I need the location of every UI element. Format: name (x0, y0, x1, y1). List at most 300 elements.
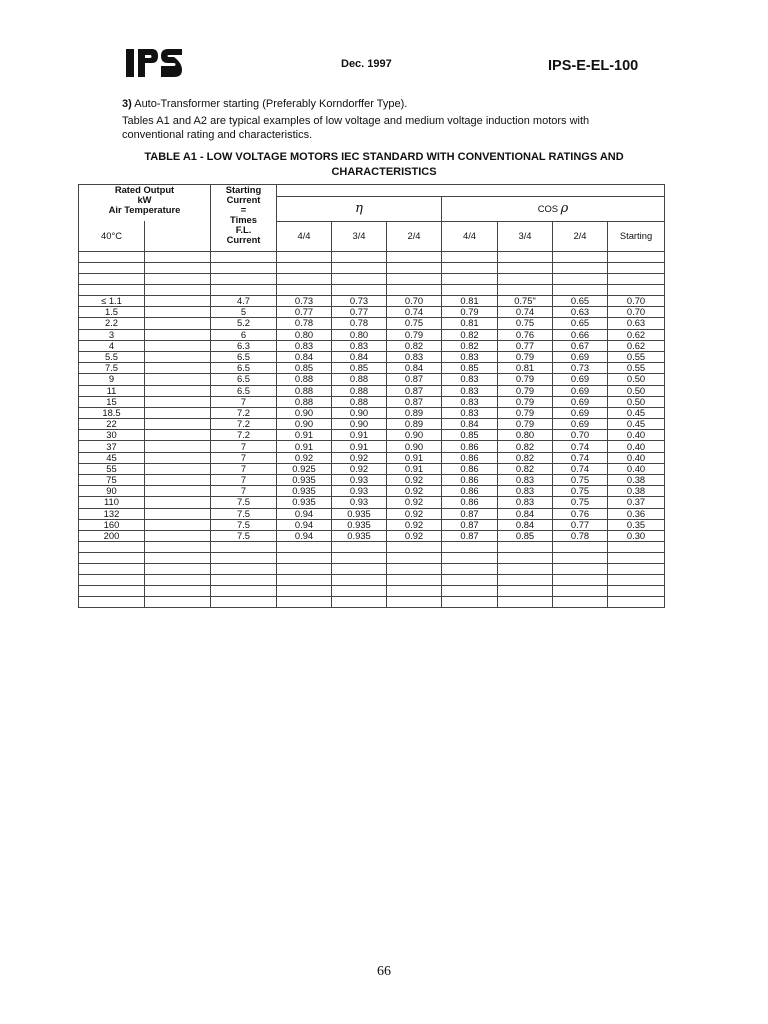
table-cell: 0.83 (442, 385, 498, 396)
rated-output-cell: 132 (79, 508, 145, 519)
table-cell: 0.86 (442, 497, 498, 508)
table-cell: 0.55 (608, 363, 665, 374)
empty-cell (145, 374, 211, 385)
rated-output-cell: 2.2 (79, 318, 145, 329)
table-row (79, 329, 665, 340)
table-cell: 0.79 (498, 351, 553, 362)
table-cell: 7 (211, 463, 277, 474)
table-body (79, 296, 665, 542)
table-cell: 0.82 (498, 441, 553, 452)
table-cell: 0.37 (608, 497, 665, 508)
table-cell: 0.88 (277, 385, 332, 396)
empty-cell (387, 564, 442, 575)
table-cell: 0.88 (277, 374, 332, 385)
page-number: 66 (377, 964, 391, 979)
empty-cell (79, 564, 145, 575)
table-cell: 0.79 (498, 396, 553, 407)
blank-rows-top (79, 252, 665, 296)
item-paragraph (122, 98, 650, 112)
table-row (79, 497, 665, 508)
table-cell: 0.86 (442, 463, 498, 474)
table-cell: 0.74 (553, 441, 608, 452)
empty-cell (145, 486, 211, 497)
table-header (79, 185, 665, 252)
table-row (79, 519, 665, 530)
table-cell: 0.91 (332, 441, 387, 452)
table-cell: 6.5 (211, 363, 277, 374)
empty-cell (145, 441, 211, 452)
empty-cell (553, 285, 608, 296)
table-cell: 0.82 (442, 340, 498, 351)
table-cell: 0.91 (332, 430, 387, 441)
table-cell: 7.2 (211, 419, 277, 430)
rated-output-cell: 5.5 (79, 351, 145, 362)
eff-col-header: 2/4 (387, 221, 442, 252)
table-cell: 0.76 (553, 508, 608, 519)
empty-cell (553, 542, 608, 553)
empty-cell (145, 385, 211, 396)
table-cell: 0.87 (387, 385, 442, 396)
table-cell: 0.85 (442, 363, 498, 374)
eff-col-header: 4/4 (277, 221, 332, 252)
table-cell: 0.935 (332, 508, 387, 519)
air-temperature-cell: 40°C (79, 221, 145, 252)
empty-cell (608, 274, 665, 285)
empty-row (79, 597, 665, 608)
empty-cell (145, 586, 211, 597)
table-cell: 0.79 (387, 329, 442, 340)
empty-cell (498, 597, 553, 608)
table-cell: 0.92 (387, 486, 442, 497)
empty-cell (145, 363, 211, 374)
table-cell: 0.40 (608, 452, 665, 463)
empty-cell (211, 542, 277, 553)
empty-cell (608, 553, 665, 564)
table-cell: 0.88 (332, 385, 387, 396)
empty-cell (608, 252, 665, 263)
rated-output-header: Rated Output kW Air Temperature (79, 185, 211, 222)
table-cell: 0.83 (442, 407, 498, 418)
empty-cell (145, 452, 211, 463)
empty-cell (387, 274, 442, 285)
table-cell: 0.91 (277, 441, 332, 452)
table-cell: 0.75 (498, 318, 553, 329)
empty-cell (332, 252, 387, 263)
table-cell: 0.74 (387, 307, 442, 318)
empty-cell (277, 597, 332, 608)
empty-cell (277, 252, 332, 263)
item-number: 3) (122, 98, 132, 110)
empty-cell (442, 285, 498, 296)
empty-cell (608, 575, 665, 586)
table-cell: 0.92 (387, 519, 442, 530)
empty-cell (277, 285, 332, 296)
table-cell: 7 (211, 452, 277, 463)
table-cell: 0.87 (387, 396, 442, 407)
table-cell: 0.87 (442, 530, 498, 541)
empty-cell (498, 564, 553, 575)
empty-cell (211, 575, 277, 586)
table-cell: 0.83 (442, 396, 498, 407)
table-cell: 0.65 (553, 318, 608, 329)
table-cell: 0.83 (498, 486, 553, 497)
temperature-spacer-cell (145, 221, 211, 252)
table-cell: 0.92 (387, 508, 442, 519)
table-row (79, 307, 665, 318)
table-cell: 0.70 (608, 296, 665, 307)
table-cell: 0.88 (332, 396, 387, 407)
empty-cell (332, 597, 387, 608)
empty-cell (498, 553, 553, 564)
empty-cell (332, 586, 387, 597)
empty-cell (211, 553, 277, 564)
table-cell: 6.5 (211, 374, 277, 385)
power-factor-header: COS ρ (442, 197, 665, 222)
table-cell: 7.2 (211, 430, 277, 441)
table-cell: 0.36 (608, 508, 665, 519)
empty-cell (387, 586, 442, 597)
table-cell: 0.78 (332, 318, 387, 329)
table-cell: 0.84 (387, 363, 442, 374)
table-cell: 0.73 (553, 363, 608, 374)
table-cell: 0.82 (498, 463, 553, 474)
empty-cell (442, 564, 498, 575)
table-cell: 0.86 (442, 452, 498, 463)
empty-cell (442, 586, 498, 597)
table-cell: 0.70 (608, 307, 665, 318)
empty-cell (277, 263, 332, 274)
table-caption (108, 150, 660, 179)
starting-current-header: Starting Current = Times F.L. Current (211, 185, 277, 252)
empty-cell (608, 586, 665, 597)
table-cell: 7 (211, 396, 277, 407)
table-cell: 6.5 (211, 385, 277, 396)
table-cell: 0.935 (332, 530, 387, 541)
empty-cell (79, 263, 145, 274)
table-cell: 0.79 (498, 407, 553, 418)
table-row (79, 407, 665, 418)
table-cell: 0.91 (387, 452, 442, 463)
table-cell: 0.75" (498, 296, 553, 307)
empty-cell (145, 497, 211, 508)
table-cell: 0.40 (608, 430, 665, 441)
table-cell: 7.5 (211, 519, 277, 530)
empty-cell (387, 553, 442, 564)
rated-output-cell: 37 (79, 441, 145, 452)
empty-cell (145, 285, 211, 296)
table-row (79, 396, 665, 407)
empty-cell (145, 419, 211, 430)
table-cell: 0.83 (442, 374, 498, 385)
table-cell: 0.83 (387, 351, 442, 362)
empty-cell (387, 263, 442, 274)
table-cell: 6.3 (211, 340, 277, 351)
table-cell: 0.75 (387, 318, 442, 329)
rated-output-cell: 90 (79, 486, 145, 497)
table-cell: 0.89 (387, 419, 442, 430)
empty-cell (498, 263, 553, 274)
empty-cell (608, 263, 665, 274)
table-cell: 4.7 (211, 296, 277, 307)
table-cell: 0.92 (387, 497, 442, 508)
table-cell: 0.79 (498, 374, 553, 385)
table-cell: 0.79 (498, 419, 553, 430)
rated-output-cell: 55 (79, 463, 145, 474)
table-cell: 0.78 (553, 530, 608, 541)
empty-cell (553, 274, 608, 285)
rated-output-cell: 45 (79, 452, 145, 463)
table-cell: 0.69 (553, 374, 608, 385)
empty-cell (145, 564, 211, 575)
table-cell: 0.86 (442, 441, 498, 452)
table-cell: 0.80 (277, 329, 332, 340)
table-cell: 0.85 (277, 363, 332, 374)
empty-cell (277, 575, 332, 586)
table-cell: 0.92 (332, 452, 387, 463)
rated-output-cell: 110 (79, 497, 145, 508)
table-cell: 0.69 (553, 351, 608, 362)
table-cell: 0.38 (608, 475, 665, 486)
table-cell: 0.92 (387, 530, 442, 541)
table-cell: 0.83 (277, 340, 332, 351)
table-row (79, 441, 665, 452)
table-cell: 0.82 (387, 340, 442, 351)
table-cell: 0.90 (387, 430, 442, 441)
table-cell: 7 (211, 486, 277, 497)
table-cell: 0.69 (553, 419, 608, 430)
motor-ratings-table (78, 184, 664, 608)
empty-cell (145, 519, 211, 530)
table-cell: 0.925 (277, 463, 332, 474)
empty-cell (553, 553, 608, 564)
table-cell: 0.88 (277, 396, 332, 407)
table-cell: 0.70 (387, 296, 442, 307)
table-cell: 0.81 (442, 296, 498, 307)
table-cell: 0.73 (277, 296, 332, 307)
empty-cell (498, 252, 553, 263)
empty-cell (553, 564, 608, 575)
table-cell: 0.50 (608, 396, 665, 407)
empty-cell (145, 475, 211, 486)
rated-output-cell: 7.5 (79, 363, 145, 374)
rated-output-cell: 30 (79, 430, 145, 441)
empty-cell (553, 586, 608, 597)
table-row (79, 363, 665, 374)
table-cell: 0.87 (442, 508, 498, 519)
table-cell: 0.85 (498, 530, 553, 541)
table-cell: 0.40 (608, 463, 665, 474)
empty-cell (332, 274, 387, 285)
empty-cell (553, 263, 608, 274)
table-cell: 0.70 (553, 430, 608, 441)
table-cell: 0.90 (332, 407, 387, 418)
empty-cell (145, 351, 211, 362)
table-row (79, 374, 665, 385)
table-cell: 0.89 (387, 407, 442, 418)
empty-cell (442, 542, 498, 553)
rated-output-cell: ≤ 1.1 (79, 296, 145, 307)
empty-row (79, 564, 665, 575)
table-cell: 0.45 (608, 407, 665, 418)
empty-cell (79, 274, 145, 285)
empty-cell (387, 542, 442, 553)
table-cell: 0.38 (608, 486, 665, 497)
empty-cell (332, 553, 387, 564)
table-cell: 0.81 (442, 318, 498, 329)
empty-cell (277, 564, 332, 575)
table-cell: 7.2 (211, 407, 277, 418)
table-cell: 0.935 (277, 475, 332, 486)
table-cell: 0.62 (608, 340, 665, 351)
empty-cell (498, 542, 553, 553)
empty-cell (553, 575, 608, 586)
group-header-spacer (277, 185, 665, 197)
empty-cell (211, 564, 277, 575)
rated-output-cell: 11 (79, 385, 145, 396)
table-cell: 0.85 (332, 363, 387, 374)
empty-cell (211, 263, 277, 274)
table-row (79, 318, 665, 329)
table-cell: 0.69 (553, 385, 608, 396)
table-row (79, 419, 665, 430)
table-cell: 0.90 (387, 441, 442, 452)
table-cell: 0.79 (498, 385, 553, 396)
empty-cell (145, 597, 211, 608)
item-text: Auto-Transformer starting (Preferably Korndorffer Type). (131, 98, 408, 110)
table-row (79, 530, 665, 541)
empty-cell (553, 597, 608, 608)
blank-rows-bottom (79, 542, 665, 608)
table-cell: 0.93 (332, 486, 387, 497)
table-cell: 7.5 (211, 508, 277, 519)
table-cell: 0.74 (498, 307, 553, 318)
table-cell: 0.77 (553, 519, 608, 530)
rated-output-cell: 15 (79, 396, 145, 407)
eff-col-header: 3/4 (332, 221, 387, 252)
table-cell: 0.76 (498, 329, 553, 340)
table-caption-line-2: CHARACTERISTICS (331, 165, 437, 178)
empty-cell (442, 274, 498, 285)
table-row (79, 508, 665, 519)
rated-output-cell: 160 (79, 519, 145, 530)
table-cell: 0.93 (332, 475, 387, 486)
table-cell: 6.5 (211, 351, 277, 362)
table-cell: 0.83 (498, 475, 553, 486)
table-cell: 0.63 (553, 307, 608, 318)
empty-cell (145, 307, 211, 318)
empty-cell (145, 575, 211, 586)
table-cell: 0.75 (553, 475, 608, 486)
document-code: IPS-E-EL-100 (548, 58, 639, 74)
empty-cell (145, 407, 211, 418)
table-cell: 0.40 (608, 441, 665, 452)
table-cell: 0.92 (387, 475, 442, 486)
table-cell: 0.45 (608, 419, 665, 430)
empty-row (79, 274, 665, 285)
empty-cell (145, 542, 211, 553)
table-cell: 0.63 (608, 318, 665, 329)
empty-cell (553, 252, 608, 263)
table-cell: 0.80 (332, 329, 387, 340)
empty-cell (145, 340, 211, 351)
table-cell: 0.93 (332, 497, 387, 508)
table-row (79, 385, 665, 396)
empty-cell (145, 508, 211, 519)
empty-cell (211, 597, 277, 608)
empty-cell (79, 553, 145, 564)
table-cell: 0.90 (332, 419, 387, 430)
empty-row (79, 252, 665, 263)
rated-output-cell: 4 (79, 340, 145, 351)
empty-cell (79, 597, 145, 608)
empty-cell (332, 542, 387, 553)
empty-cell (145, 463, 211, 474)
empty-cell (145, 274, 211, 285)
table-cell: 0.84 (498, 508, 553, 519)
table-cell: 0.81 (498, 363, 553, 374)
table-cell: 0.82 (442, 329, 498, 340)
table-cell: 0.94 (277, 530, 332, 541)
table-cell: 0.84 (332, 351, 387, 362)
rated-output-cell: 200 (79, 530, 145, 541)
table-cell: 0.67 (553, 340, 608, 351)
table-row (79, 463, 665, 474)
table-row (79, 475, 665, 486)
rated-output-cell: 22 (79, 419, 145, 430)
table-cell: 0.87 (387, 374, 442, 385)
table-cell: 0.50 (608, 374, 665, 385)
rated-output-cell: 1.5 (79, 307, 145, 318)
table-row (79, 340, 665, 351)
table-cell: 0.86 (442, 486, 498, 497)
rated-output-cell: 3 (79, 329, 145, 340)
table-cell: 0.84 (498, 519, 553, 530)
table-cell: 0.86 (442, 475, 498, 486)
table-cell: 0.77 (277, 307, 332, 318)
table-cell: 0.69 (553, 407, 608, 418)
document-date: Dec. 1997 (341, 58, 392, 70)
table-row (79, 452, 665, 463)
empty-row (79, 553, 665, 564)
pf-col-header: 4/4 (442, 221, 498, 252)
table-cell: 0.55 (608, 351, 665, 362)
table-cell: 0.91 (277, 430, 332, 441)
table-cell: 0.92 (332, 463, 387, 474)
table-cell: 0.94 (277, 508, 332, 519)
table-cell: 0.65 (553, 296, 608, 307)
table-row (79, 430, 665, 441)
table-cell: 0.83 (498, 497, 553, 508)
table-cell: 0.30 (608, 530, 665, 541)
empty-cell (498, 586, 553, 597)
table-cell: 5.2 (211, 318, 277, 329)
empty-cell (498, 285, 553, 296)
empty-cell (277, 586, 332, 597)
empty-cell (332, 285, 387, 296)
empty-cell (145, 263, 211, 274)
intro-paragraph: Tables A1 and A2 are typical examples of low voltage and medium voltage induction motors with conventional rating and characteristics. (122, 115, 590, 141)
empty-cell (332, 263, 387, 274)
empty-cell (442, 553, 498, 564)
table-cell: 0.88 (332, 374, 387, 385)
empty-cell (498, 575, 553, 586)
empty-cell (145, 252, 211, 263)
table-cell: 0.83 (442, 351, 498, 362)
empty-cell (211, 252, 277, 263)
empty-row (79, 263, 665, 274)
table-cell: 7.5 (211, 530, 277, 541)
empty-row (79, 586, 665, 597)
